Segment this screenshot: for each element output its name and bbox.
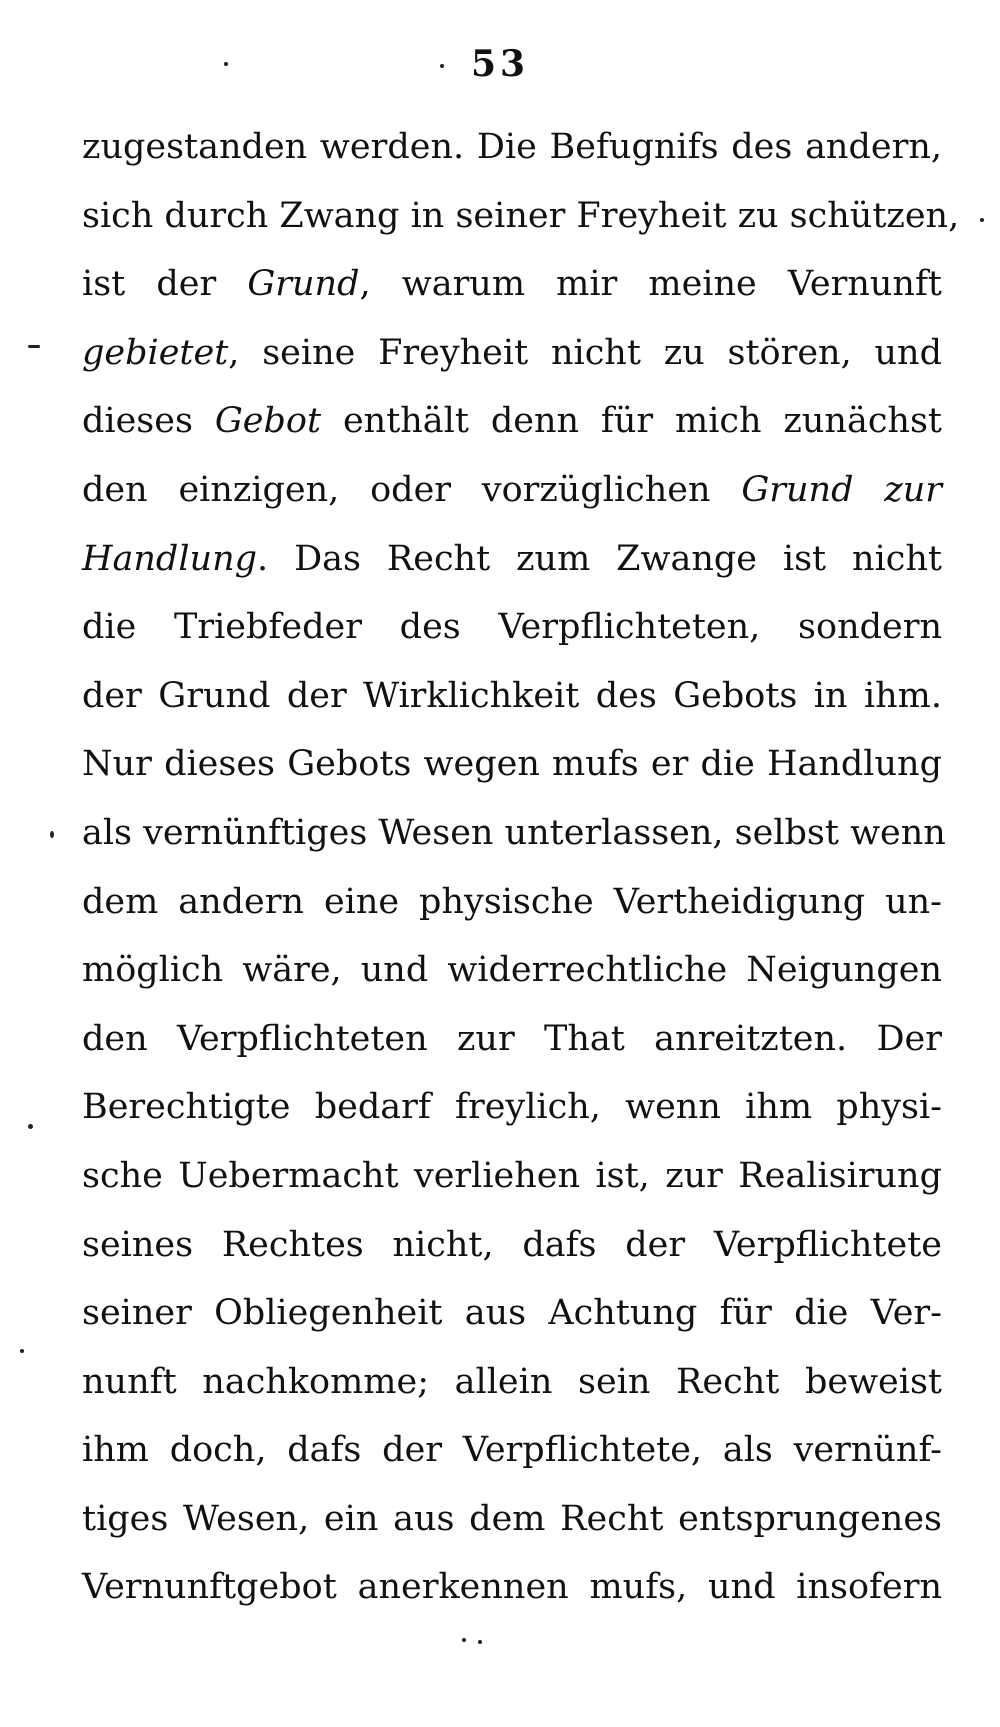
text-line [82, 1073, 942, 1142]
margin-speck [28, 345, 40, 348]
text-segment: sche Uebermacht verliehen ist, zur Realisirung [82, 1155, 942, 1196]
text-segment: enthält denn für mich zunächst [321, 401, 942, 442]
text-line [82, 868, 942, 937]
text-segment: Vernunftgebot anerkennen mufs, und insofern [82, 1567, 942, 1608]
italic-text: Grund [247, 264, 360, 305]
text-line [82, 1348, 942, 1417]
text-line [82, 1142, 942, 1211]
text-line [82, 113, 942, 182]
text-segment: möglich wäre, und widerrechtliche Neigungen [82, 950, 942, 991]
text-segment: . Das Recht zum Zwange ist nicht [257, 538, 942, 579]
text-segment: ist der [82, 264, 248, 305]
text-line [82, 662, 942, 731]
text-line [82, 250, 942, 319]
text-segment: Nur dieses Gebots wegen mufs er die Handlung [82, 744, 942, 785]
italic-text: gebietet [82, 332, 229, 373]
text-segment: nunft nachkomme; allein sein Recht beweist [82, 1361, 942, 1402]
text-segment: den einzigen, oder vorzüglichen [82, 469, 742, 510]
text-line [82, 593, 942, 662]
text-segment: dem andern eine physische Vertheidigung un- [82, 881, 942, 922]
text-line [82, 456, 942, 525]
body-text [82, 113, 960, 1622]
text-line [82, 182, 960, 251]
margin-speck [20, 1349, 24, 1353]
text-line [82, 1485, 942, 1554]
text-segment: , seine Freyheit nicht zu stören, und [228, 332, 942, 373]
italic-text: Gebot [214, 401, 322, 442]
page-number: 53 [470, 43, 530, 85]
text-line [82, 319, 942, 388]
text-segment: seines Rechtes nicht, dafs der Verpflichtete [82, 1224, 942, 1265]
margin-speck [50, 831, 54, 838]
margin-speck [440, 64, 444, 68]
text-line [82, 1416, 942, 1485]
text-line [82, 1211, 942, 1280]
margin-speck [478, 1640, 482, 1644]
text-segment: ihm doch, dafs der Verpflichtete, als vernünf- [82, 1430, 942, 1471]
text-line [82, 936, 942, 1005]
text-segment: sich durch Zwang in seiner Freyheit zu schützen, [82, 195, 960, 236]
margin-speck [28, 1124, 33, 1129]
text-segment: zugestanden werden. Die Befugnifs des andern, [82, 127, 942, 167]
margin-speck [462, 1638, 466, 1642]
text-line [82, 1553, 942, 1622]
text-line [82, 1279, 942, 1348]
text-segment: die Triebfeder des Verpflichteten, sondern [82, 607, 942, 648]
text-segment: der Grund der Wirklichkeit des Gebots in ihm. [82, 675, 942, 716]
text-segment: , warum mir meine Vernunft [359, 264, 942, 305]
text-line [82, 1005, 942, 1074]
text-line [82, 525, 942, 594]
text-segment: dieses [82, 401, 215, 442]
text-segment: Berechtigte bedarf freylich, wenn ihm physi- [82, 1087, 942, 1128]
italic-text: Grund zur [741, 469, 942, 510]
margin-speck [224, 62, 228, 66]
text-line [82, 730, 942, 799]
text-line [82, 387, 942, 456]
text-segment: tiges Wesen, ein aus dem Recht entsprungenes [82, 1498, 942, 1539]
text-segment: seiner Obliegenheit aus Achtung für die Ver- [82, 1293, 942, 1334]
italic-text: Handlung [82, 538, 258, 579]
text-segment: den Verpflichteten zur That anreitzten. Der [82, 1018, 942, 1059]
margin-speck [980, 218, 984, 222]
text-line [82, 799, 946, 868]
text-segment: als vernünftiges Wesen unterlassen, selbst wenn [82, 812, 946, 853]
